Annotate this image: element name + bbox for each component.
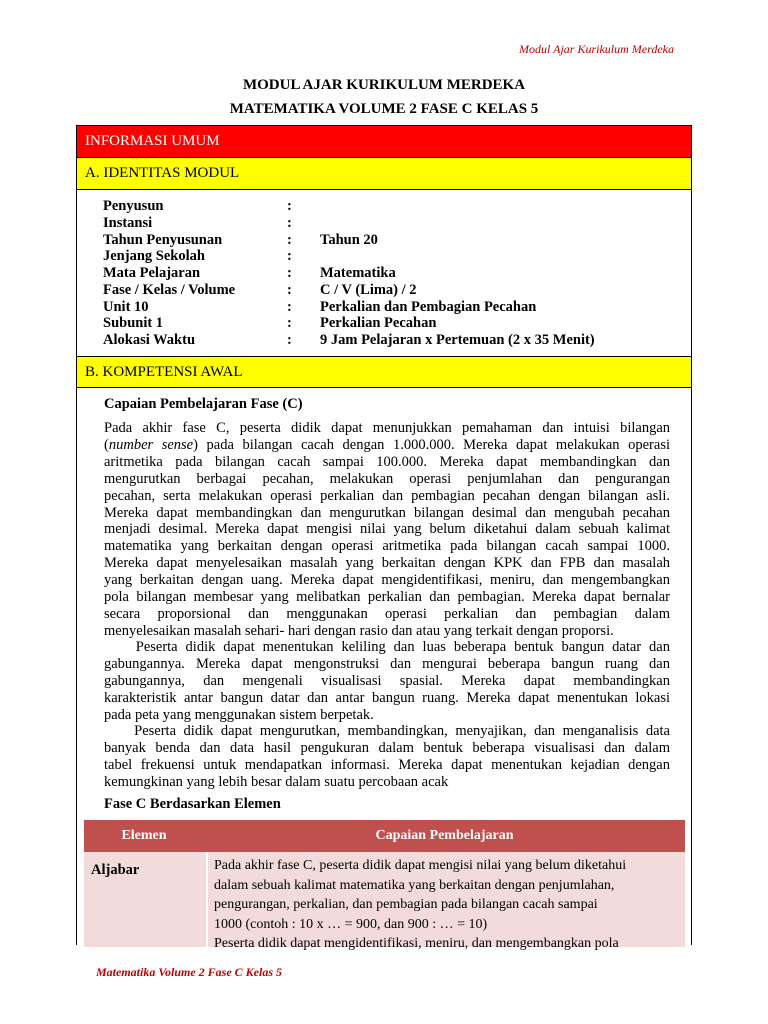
identity-colon: : bbox=[287, 298, 292, 315]
paragraph-line: Pada akhir fase C, peserta didik dapat menunjukkan pemahaman dan intuisi bilangan bbox=[104, 420, 670, 436]
identity-label: Tahun Penyusunan bbox=[103, 231, 223, 248]
identity-colon: : bbox=[287, 315, 292, 332]
identity-row bbox=[103, 198, 660, 215]
identity-row bbox=[103, 299, 660, 316]
identity-label: Instansi bbox=[103, 214, 153, 231]
section-informasi-umum: INFORMASI UMUM bbox=[77, 126, 691, 158]
identity-colon: : bbox=[287, 281, 292, 298]
identity-row bbox=[103, 248, 660, 265]
identity-row bbox=[103, 265, 660, 282]
identity-row bbox=[103, 232, 660, 249]
identity-colon: : bbox=[287, 231, 292, 248]
paragraph-line: Peserta didik dapat menentukan keliling dan luas beberapa bentuk bangun datar dan bbox=[104, 639, 670, 655]
identity-label: Jenjang Sekolah bbox=[103, 248, 205, 265]
paragraph-line: gabungannya, dan mengenali visualisasi spasial. Mereka dapat membandingkan bbox=[104, 672, 670, 689]
elemen-table-header bbox=[84, 820, 685, 852]
paragraph-line: pecahan, serta melakukan operasi perkalian dan pembagian pecahan dengan bilangan asli. bbox=[104, 487, 670, 504]
paragraph-line: menjadi desimal. Mereka dapat mengisi nilai yang belum diketahui dalam sebuah kalimat bbox=[104, 521, 670, 538]
identity-row bbox=[103, 332, 660, 349]
col-capaian: Capaian Pembelajaran bbox=[375, 828, 514, 843]
identity-colon: : bbox=[287, 214, 292, 231]
identity-colon: : bbox=[287, 332, 292, 349]
capaian-line: Peserta didik dapat mengidentifikasi, meniru, dan mengembangkan pola bbox=[214, 936, 619, 951]
capaian-paragraph-2 bbox=[104, 639, 670, 724]
elemen-table bbox=[84, 820, 685, 951]
table-row bbox=[84, 852, 685, 951]
section-kompetensi-awal: B. KOMPETENSI AWAL bbox=[77, 356, 691, 388]
running-header: Modul Ajar Kurikulum Merdeka bbox=[519, 42, 674, 56]
paragraph-line: pola bilangan membesar yang melibatkan perkalian dan pembagian. Mereka dapat bernalar bbox=[104, 589, 670, 606]
identity-label: Fase / Kelas / Volume bbox=[103, 281, 236, 298]
identity-colon: : bbox=[287, 265, 292, 282]
col-elemen: Elemen bbox=[121, 828, 167, 843]
paragraph-line: matematika yang berkaitan dengan operasi aritmetika pada bilangan cacah sampai 1000. bbox=[104, 538, 670, 555]
section-identitas-modul: A. IDENTITAS MODUL bbox=[77, 158, 691, 190]
capaian-cell bbox=[208, 852, 685, 951]
capaian-paragraph-1 bbox=[104, 420, 670, 640]
capaian-line: Pada akhir fase C, peserta didik dapat mengisi nilai yang belum diketahui bbox=[214, 858, 627, 873]
identity-row bbox=[103, 215, 660, 232]
document-title-line1: MODUL AJAR KURIKULUM MERDEKA bbox=[242, 77, 526, 93]
module-frame bbox=[76, 125, 692, 951]
identity-label: Mata Pelajaran bbox=[103, 265, 201, 282]
identity-label: Subunit 1 bbox=[103, 315, 164, 332]
capaian-line: dalam sebuah kalimat matematika yang berkaitan dengan penjumlahan, bbox=[214, 877, 615, 893]
identity-colon: : bbox=[287, 248, 292, 265]
paragraph-line: mengurutkan berbagai pecahan, melakukan operasi penjumlahan dan pengurangan bbox=[104, 470, 670, 487]
identity-label: Unit 10 bbox=[103, 298, 149, 315]
identity-table bbox=[103, 198, 660, 349]
identity-value: 9 Jam Pelajaran x Pertemuan (2 x 35 Menit) bbox=[320, 332, 595, 349]
fase-c-heading: Fase C Berdasarkan Elemen bbox=[104, 796, 281, 812]
paragraph-line: banyak benda dan data hasil pengukuran dalam bentuk beberapa visualisasi dan dalam bbox=[104, 739, 670, 756]
identity-label: Alokasi Waktu bbox=[103, 332, 196, 349]
paragraph-line: secara proporsional dan menggunakan operasi perkalian dan pembagian dalam bbox=[104, 605, 670, 622]
identity-value: Matematika bbox=[320, 265, 396, 282]
capaian-line: pengurangan, perkalian, dan pembagian pada bilangan cacah sampai bbox=[214, 897, 598, 912]
identity-colon: : bbox=[287, 197, 292, 214]
capaian-heading: Capaian Pembelajaran Fase (C) bbox=[104, 396, 303, 412]
paragraph-line: Peserta didik dapat mengurutkan, membandingkan, menyajikan, dan menganalisis data bbox=[104, 723, 670, 739]
paragraph-line: gabungannya. Mereka dapat mengonstruksi dan mengurai beberapa bangun ruang dan bbox=[104, 655, 670, 672]
paragraph-line: aritmetika pada bilangan cacah sampai 100.000. Mereka dapat membandingkan dan bbox=[104, 453, 670, 470]
paragraph-line: (number sense) pada bilangan cacah dengan 1.000.000. Mereka dapat melakukan operasi bbox=[104, 436, 670, 453]
identity-label: Penyusun bbox=[103, 197, 164, 214]
identity-row bbox=[103, 316, 660, 333]
elemen-cell: Aljabar bbox=[84, 852, 208, 947]
paragraph-line: yang berkaitan dengan uang. Mereka dapat mengidentifikasi, meniru, dan mengembangkan bbox=[104, 572, 670, 589]
identity-value: Tahun 20 bbox=[320, 231, 378, 248]
identity-value: Perkalian dan Pembagian Pecahan bbox=[320, 298, 537, 315]
paragraph-line: karakteristik antar bangun datar dan antar bangun ruang. Mereka dapat menentukan lokasi bbox=[104, 689, 670, 706]
identity-value: C / V (Lima) / 2 bbox=[320, 281, 417, 298]
capaian-paragraph-3 bbox=[104, 723, 670, 791]
identity-row bbox=[103, 282, 660, 299]
running-footer: Matematika Volume 2 Fase C Kelas 5 bbox=[96, 965, 283, 979]
capaian-line: 1000 (contoh : 10 x … = 900, dan 900 : … = 10) bbox=[214, 916, 488, 932]
paragraph-line: kemungkinan yang lebih besar dalam suatu percobaan acak bbox=[104, 773, 449, 790]
document-title-line2: MATEMATIKA VOLUME 2 FASE C KELAS 5 bbox=[229, 101, 539, 117]
paragraph-line: Mereka dapat membandingkan dan mengurutkan bilangan desimal dan mengubah pecahan bbox=[104, 504, 670, 521]
identity-value: Perkalian Pecahan bbox=[320, 315, 437, 332]
paragraph-line: menyelesaikan masalah sehari- hari dengan rasio dan atau yang terkait dengan proporsi. bbox=[104, 622, 614, 639]
paragraph-line: Mereka dapat menyelesaikan masalah yang berkaitan dengan KPK dan FPB dan masalah bbox=[104, 555, 670, 572]
paragraph-line: tabel frekuensi untuk mendapatkan informasi. Mereka dapat menentukan kejadian dengan bbox=[104, 756, 670, 773]
paragraph-line: pada peta yang menggunakan sistem berpetak. bbox=[104, 706, 374, 723]
